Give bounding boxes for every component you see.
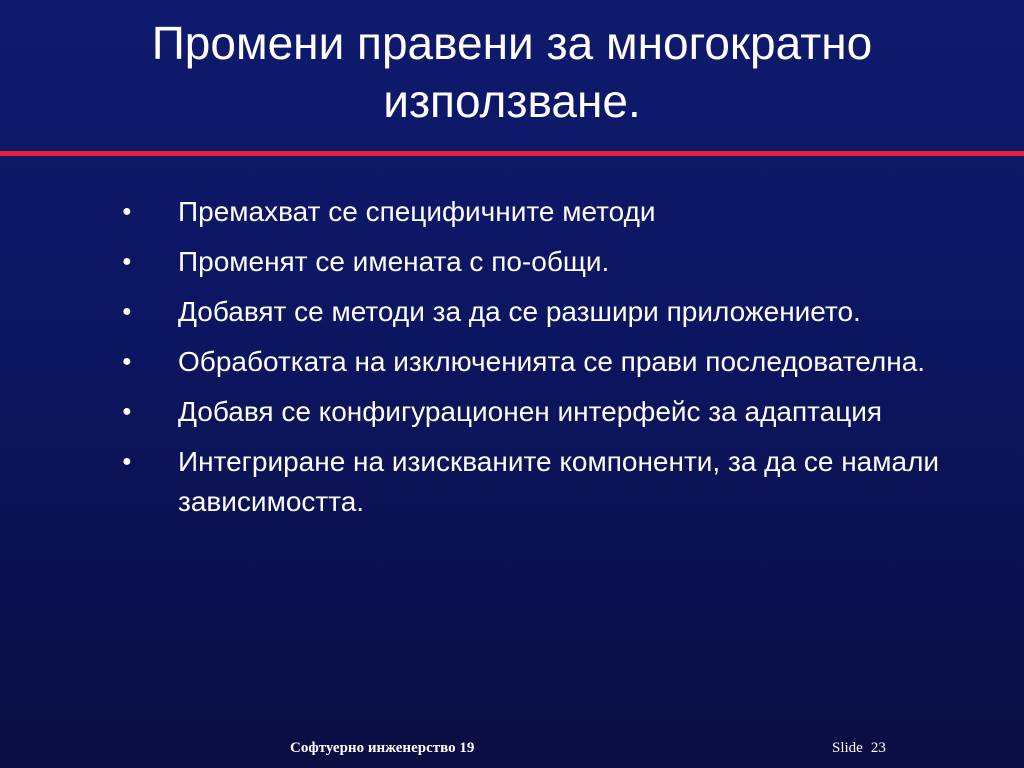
bullet-text: Променят се имената с по-общи. <box>178 246 610 277</box>
list-item <box>120 292 960 332</box>
slide-label: Slide <box>832 740 863 756</box>
bullet-text: Интегриране на изискваните компоненти, за да се намали зависимостта. <box>178 446 940 517</box>
footer-course: Софтуерно инженерство 19 <box>290 740 475 756</box>
slide-number: 23 <box>870 740 886 756</box>
bullet-icon: ● <box>122 453 132 470</box>
list-item <box>120 442 960 522</box>
list-item <box>120 342 960 382</box>
list-item <box>120 392 960 432</box>
list-item <box>120 242 960 282</box>
bullet-icon: ● <box>122 303 132 320</box>
bullet-text: Обработката на изключенията се прави последователна. <box>178 346 926 377</box>
bullet-text: Добавят се методи за да се разшири приложението. <box>178 296 861 327</box>
list-item <box>120 192 960 232</box>
bullet-icon: ● <box>122 253 132 270</box>
slide-title: Промени правени за многократно използване. <box>151 17 873 127</box>
footer-slide-number <box>832 740 886 757</box>
bullet-icon: ● <box>122 203 132 220</box>
bullet-text: Премахват се специфичните методи <box>178 196 656 227</box>
bullet-icon: ● <box>122 353 132 370</box>
bullet-list <box>120 192 960 532</box>
bullet-icon: ● <box>122 403 132 420</box>
bullet-text: Добавя се конфигурационен интерфейс за адаптация <box>178 396 883 427</box>
title-divider <box>0 151 1024 156</box>
